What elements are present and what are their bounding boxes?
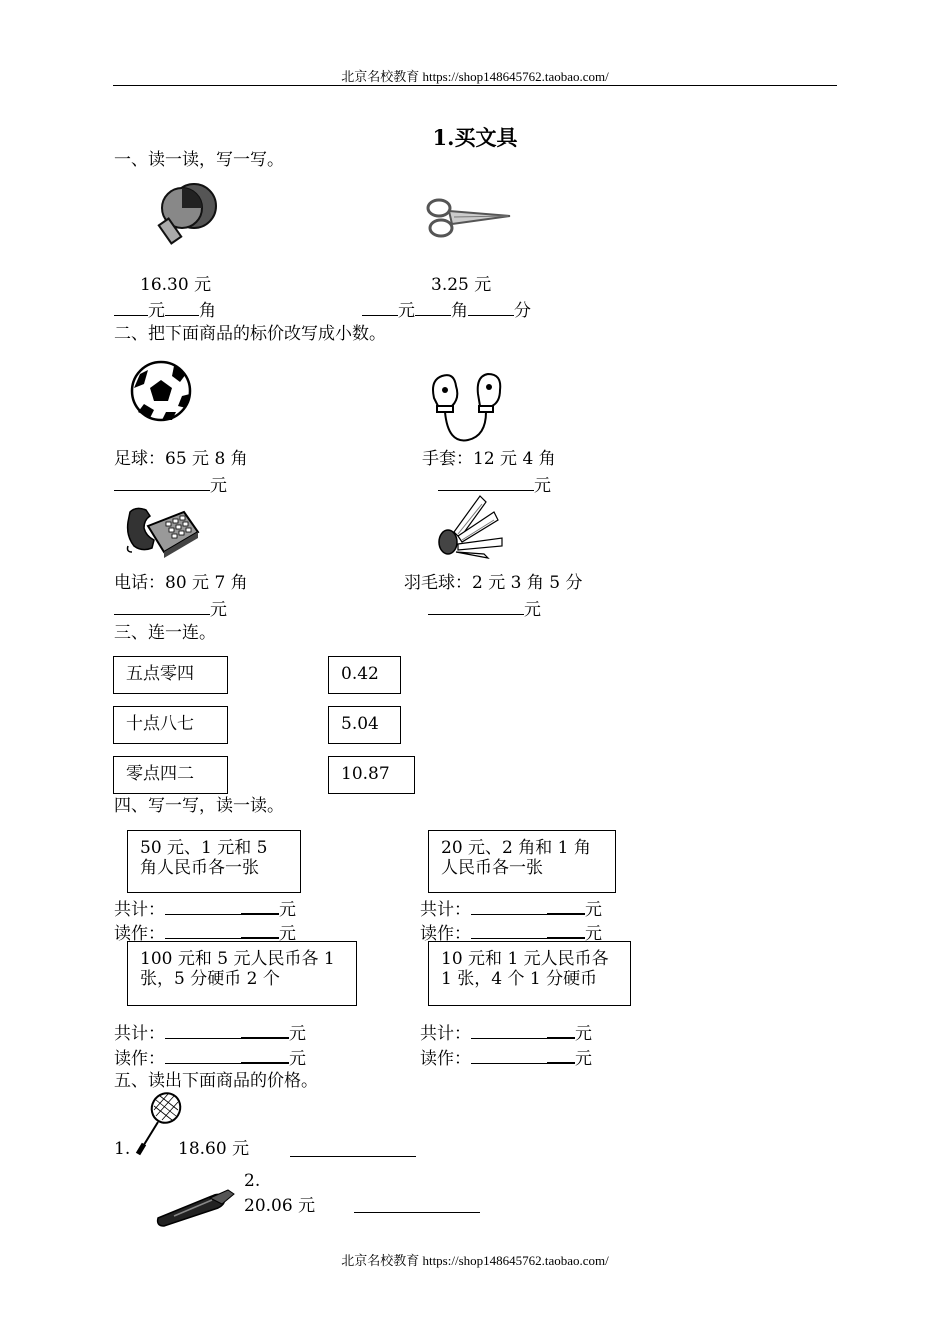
section3-heading: 三、连一连。 xyxy=(114,623,216,643)
jiao-unit: 角 xyxy=(199,301,216,321)
answer-blank[interactable] xyxy=(165,922,241,939)
answer-blank[interactable] xyxy=(241,1046,289,1064)
answer-blank[interactable] xyxy=(241,1021,289,1039)
fen-blank[interactable] xyxy=(468,299,514,316)
racket-answer-blank[interactable] xyxy=(290,1156,416,1157)
answer-blank[interactable] xyxy=(165,1047,241,1064)
answer-blank[interactable] xyxy=(428,598,524,615)
yuan-unit: 元 xyxy=(585,900,602,920)
total-label: 共计： xyxy=(420,1024,471,1044)
answer-blank[interactable] xyxy=(114,474,210,491)
yuan-blank[interactable] xyxy=(362,299,398,316)
soccer-ball-label: 足球：65 元 8 角 xyxy=(114,449,248,469)
yuan-unit: 元 xyxy=(279,900,296,920)
answer-blank[interactable] xyxy=(547,897,585,915)
scissors-price: 3.25 元 xyxy=(431,275,492,295)
pen-image xyxy=(154,1186,238,1228)
match-left-box[interactable]: 十点八七 xyxy=(113,706,228,744)
telephone-answer xyxy=(114,598,227,620)
money-description-box: 50 元、1 元和 5 角人民币各一张 xyxy=(127,830,301,893)
telephone-label: 电话：80 元 7 角 xyxy=(114,573,248,593)
gloves-image xyxy=(428,368,508,446)
money-description-box: 20 元、2 角和 1 角人民币各一张 xyxy=(428,830,616,893)
total-row xyxy=(420,897,602,920)
shuttlecock-label: 羽毛球：2 元 3 角 5 分 xyxy=(404,573,583,593)
answer-blank[interactable] xyxy=(471,1047,547,1064)
yuan-unit: 元 xyxy=(398,301,415,321)
gloves-label: 手套：12 元 4 角 xyxy=(422,449,556,469)
page-header: 北京名校教育 https://shop148645762.taobao.com/ xyxy=(341,69,609,84)
read-label: 读作： xyxy=(420,1049,471,1069)
answer-blank[interactable] xyxy=(165,1022,241,1039)
answer-blank[interactable] xyxy=(241,897,279,915)
page-title: 1.买文具 xyxy=(432,125,518,150)
gloves-answer xyxy=(438,474,551,496)
telephone-image xyxy=(126,506,200,556)
match-right-box[interactable]: 0.42 xyxy=(328,656,401,694)
money-description-box: 10 元和 1 元人民币各 1 张，4 个 1 分硬币 xyxy=(428,941,631,1006)
match-right-box[interactable]: 10.87 xyxy=(328,756,415,794)
section1-heading: 一、读一读，写一写。 xyxy=(114,150,284,170)
total-label: 共计： xyxy=(114,1024,165,1044)
soccer-ball-image xyxy=(130,360,192,422)
yuan-unit: 元 xyxy=(575,1024,592,1044)
header-rule xyxy=(113,85,837,86)
shuttlecock-answer xyxy=(428,598,541,620)
ping-pong-paddle-image xyxy=(156,180,218,246)
paddle-answer-row xyxy=(114,299,216,321)
yuan-unit: 元 xyxy=(210,600,227,620)
yuan-blank[interactable] xyxy=(114,299,148,316)
answer-blank[interactable] xyxy=(547,921,585,939)
read-label: 读作： xyxy=(114,924,165,944)
yuan-unit: 元 xyxy=(575,1049,592,1069)
yuan-unit: 元 xyxy=(289,1049,306,1069)
scissors-answer-row xyxy=(362,299,531,321)
match-right-box[interactable]: 5.04 xyxy=(328,706,401,744)
badminton-racket-image xyxy=(134,1092,184,1158)
answer-blank[interactable] xyxy=(114,598,210,615)
total-row xyxy=(420,1021,592,1044)
pen-price: 20.06 元 xyxy=(244,1196,316,1216)
paddle-price: 16.30 元 xyxy=(140,275,212,295)
soccer-ball-answer xyxy=(114,474,227,496)
scissors-image xyxy=(424,196,514,242)
read-label: 读作： xyxy=(114,1049,165,1069)
yuan-unit: 元 xyxy=(524,600,541,620)
money-description-box: 100 元和 5 元人民币各 1 张，5 分硬币 2 个 xyxy=(127,941,357,1006)
answer-blank[interactable] xyxy=(438,474,534,491)
section4-heading: 四、写一写，读一读。 xyxy=(114,796,284,816)
total-label: 共计： xyxy=(420,900,471,920)
racket-price: 18.60 元 xyxy=(178,1139,250,1159)
item1-number: 1. xyxy=(114,1139,131,1159)
answer-blank[interactable] xyxy=(165,898,241,915)
match-left-box[interactable]: 五点零四 xyxy=(113,656,228,694)
answer-blank[interactable] xyxy=(471,922,547,939)
yuan-unit: 元 xyxy=(585,924,602,944)
read-row xyxy=(420,1046,592,1069)
jiao-blank[interactable] xyxy=(165,299,199,316)
yuan-unit: 元 xyxy=(289,1024,306,1044)
jiao-unit: 角 xyxy=(451,301,468,321)
page-footer: 北京名校教育 https://shop148645762.taobao.com/ xyxy=(341,1253,609,1268)
jiao-blank[interactable] xyxy=(415,299,451,316)
answer-blank[interactable] xyxy=(471,898,547,915)
fen-unit: 分 xyxy=(514,301,531,321)
yuan-unit: 元 xyxy=(210,476,227,496)
item2-number: 2. xyxy=(244,1171,261,1191)
match-left-box[interactable]: 零点四二 xyxy=(113,756,228,794)
answer-blank[interactable] xyxy=(547,1021,575,1039)
section2-heading: 二、把下面商品的标价改写成小数。 xyxy=(114,324,386,344)
total-row xyxy=(114,1021,306,1044)
answer-blank[interactable] xyxy=(547,1046,575,1064)
read-label: 读作： xyxy=(420,924,471,944)
answer-blank[interactable] xyxy=(241,921,279,939)
read-row xyxy=(114,1046,306,1069)
yuan-unit: 元 xyxy=(148,301,165,321)
pen-answer-blank[interactable] xyxy=(354,1212,480,1213)
yuan-unit: 元 xyxy=(279,924,296,944)
answer-blank[interactable] xyxy=(471,1022,547,1039)
shuttlecock-image xyxy=(436,494,508,558)
total-row xyxy=(114,897,296,920)
section5-heading: 五、读出下面商品的价格。 xyxy=(114,1071,318,1091)
yuan-unit: 元 xyxy=(534,476,551,496)
total-label: 共计： xyxy=(114,900,165,920)
